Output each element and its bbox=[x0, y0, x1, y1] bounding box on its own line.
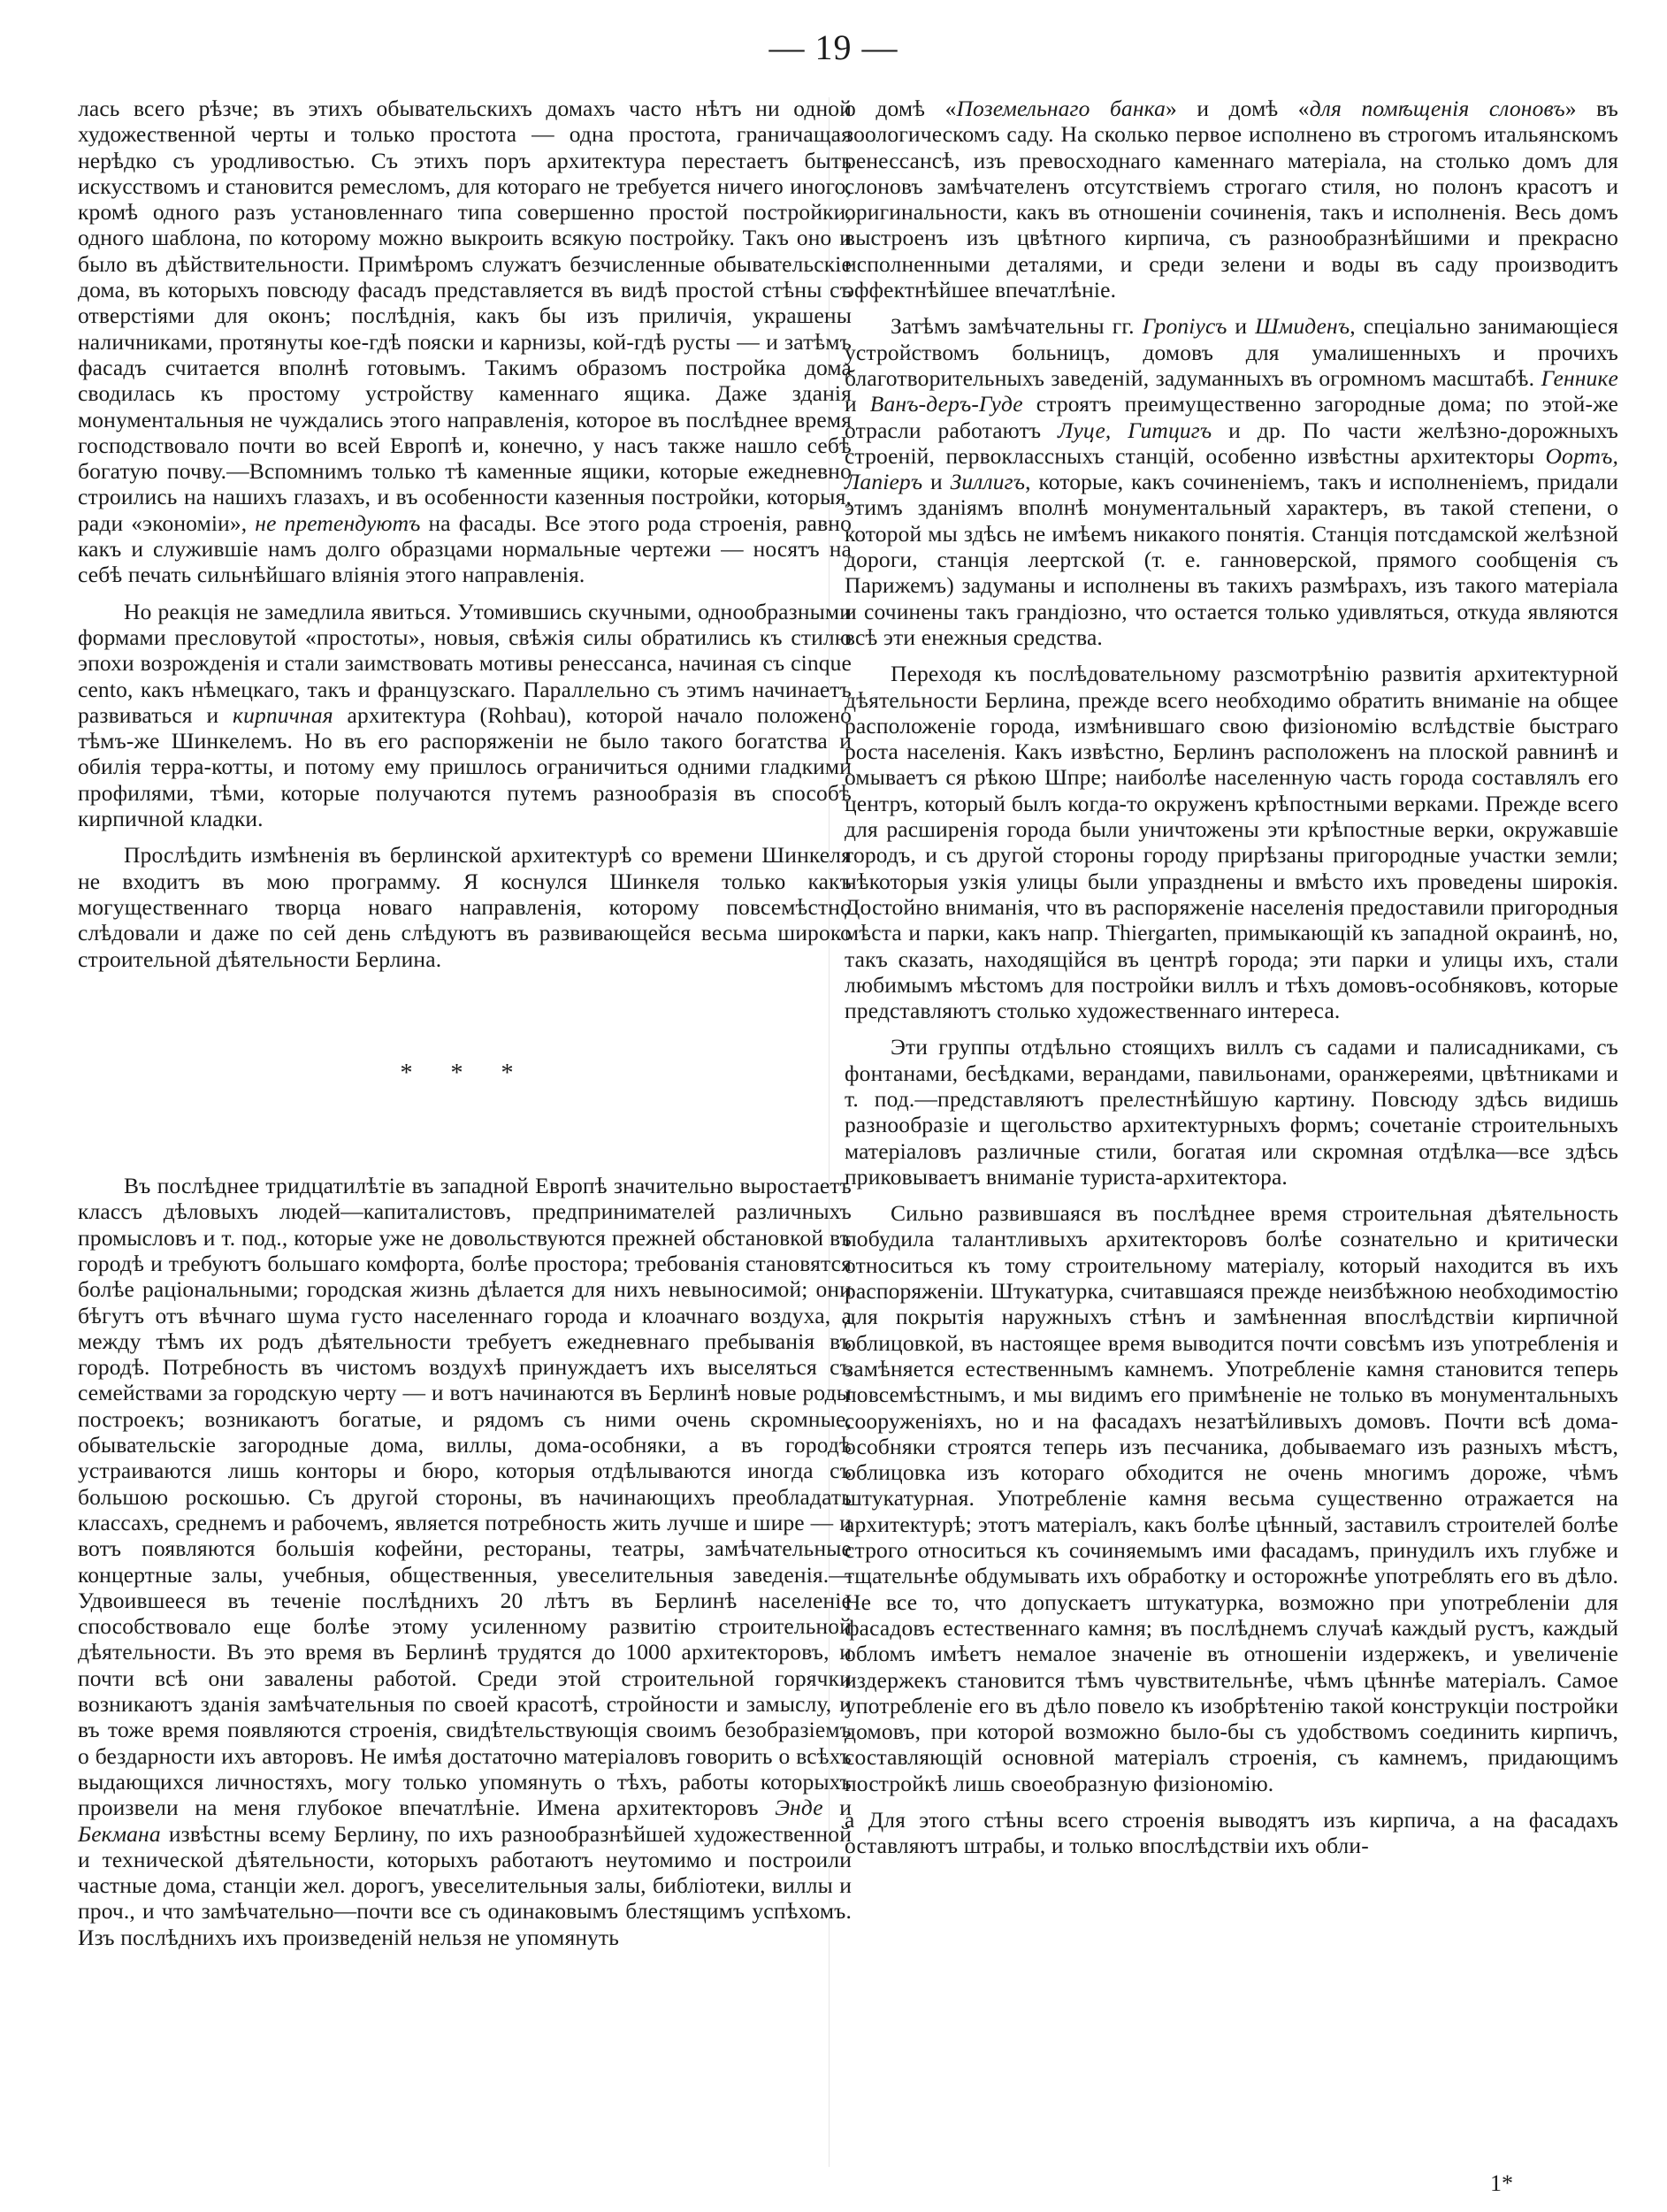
text-run: архитектура (Rohbau), которой начало положено тѣмъ-же Шинкелемъ. Но въ его распоряженіи не было такого богатства и обилія терра-котты, и потому ему пришлось ограничиться одними гладкими профилями, тѣми, которые получаются путемъ разнообразія въ способѣ кирпичной кладки. bbox=[78, 701, 852, 832]
text-run: Въ послѣднее тридцатилѣтіе въ западной Европѣ значительно выростаетъ классъ дѣловыхъ людей—капиталистовъ, предпринимателей различныхъ промысловъ и т. под., которые уже не довольствуются прежней обстановкой въ городѣ и требуютъ большаго комфорта, болѣе простора; требованія становятся болѣе раціональными; городская жизнь дѣлается для нихъ невыносимой; они бѣгутъ отъ вѣчнаго шума густо населеннаго города и клоачнаго воздуха, а между тѣмъ их родъ дѣятельности требуетъ ежедневнаго пребыванія въ городѣ. Потребность въ чистомъ воздухѣ принуждаетъ ихъ выселяться съ семействами за городскую черту — и вотъ начинаются въ Берлинѣ новые роды построекъ; возникаютъ богатые, и рядомъ съ ними очень скромные, обывательскіе загородные дома, виллы, дома-особняки, а въ городѣ устраиваются лишь конторы и бюро, которыя отдѣлываются иногда съ большою роскошью. Съ другой стороны, въ начинающихъ преобладать классахъ, среднемъ и рабочемъ, является потребность жить лучше и шире — и вотъ появляются большія кофейни, рестораны, театры, замѣчательные концертные залы, учебныя, общественныя, увеселительныя заведенія.—Удвоившееся въ теченіе послѣднихъ 20 лѣтъ въ Берлинѣ населеніе способствовало еще болѣе этому усиленному развитію строительной дѣятельности. Въ это время въ Берлинѣ трудятся до 1000 архитекторовъ, и почти всѣ они завалены работой. Среди этой строительной горячки возникаютъ зданія замѣчательныя по своей красотѣ, стройности и замыслу, и въ тоже время появляются строенія, свидѣтельствующія своимъ безобразіемъ о бездарности ихъ авторовъ. Не имѣя достаточно матеріаловъ говорить о всѣхъ выдающихся личностяхъ, могу только упомянуть о тѣхъ, работы которыхъ произвели на меня глубокое впечатлѣніе. Имена архитекторовъ bbox=[78, 1173, 852, 1821]
paragraph: Переходя къ послѣдовательному разсмотрѣнію развитія архитектурной дѣятельности Берлина, прежде всего необходимо обратить вниманіе на общее расположеніе города, измѣнившаго свою физіономію вслѣдствіе быстраго роста населенія. Какъ извѣстно, Берлинъ расположенъ на плоской равнинѣ и омываетъ ся рѣкою Шпре; наиболѣе населенную часть города составлялъ его центръ, который былъ когда-то окруженъ крѣпостными верками. Прежде всего для расширенія города были уничтожены эти крѣпостные верки, окружавшіе городъ, и съ другой стороны городу прирѣзаны пригородные участки земли; нѣкоторыя узкія улицы были упразднены и вмѣсто ихъ проведены широкія. Достойно вниманія, что въ распоряженіе населенія предоставили пригородныя мѣста и парки, какъ напр. Thiergarten, примыкающій къ западной окраинѣ, но, такъ сказать, находящійся въ центрѣ города; эти парки и улицы ихъ, стали любимымъ мѣстомъ для постройки виллъ и тѣхъ домовъ-особняковъ, которые представляютъ столько художественнаго интереса. bbox=[845, 661, 1618, 1024]
text-run: Затѣмъ замѣчательны гг. bbox=[891, 313, 1143, 340]
italic-text: для помѣщенія слоновъ bbox=[1309, 96, 1565, 121]
italic-text: Луце, Гитцигъ bbox=[1058, 417, 1212, 443]
italic-text: Бекмана bbox=[78, 1820, 161, 1847]
text-run: , спеціально занимающіеся устройствомъ больницъ, домовъ для умалишенныхъ и прочихъ благотворительныхъ заведеній, задуманныхъ въ огромномъ масштабѣ. bbox=[845, 313, 1618, 391]
text-run: и bbox=[922, 469, 951, 495]
paragraph: Эти группы отдѣльно стоящихъ виллъ съ садами и палисадниками, съ фонтанами, бесѣдками, верандами, павильонами, оранжереями, цвѣтниками и т. под.—представляютъ прелестнѣйшую картину. Повсюду здѣсь видишь разнообразіе и щегольство архитектурныхъ формъ; сочетаніе строительныхъ матеріаловъ различные стили, богатая или скромная отдѣлка—все здѣсь приковываетъ вниманіе туриста-архитектора. bbox=[845, 1034, 1618, 1190]
text-run: » въ зоологическомъ саду. На сколько первое исполнено въ строгомъ итальянскомъ ренессансѣ, изъ превосходнаго каменнаго матеріала, на столько домъ для слоновъ замѣчателенъ отсутствіемъ строгаго стиля, но полонъ красотъ и оригинальности, какъ въ отношеніи сочиненія, такъ и исполненія. Весь домъ выстроенъ изъ цвѣтного кирпича, съ разнообразнѣйшими и прекрасно исполненными деталями, и среди зелени и воды въ саду производитъ эффектнѣйшее впечатлѣніе. bbox=[845, 96, 1618, 303]
paragraph bbox=[845, 96, 1618, 302]
left-column bbox=[78, 96, 852, 1950]
right-column bbox=[845, 96, 1618, 1859]
text-run: и bbox=[1227, 313, 1256, 340]
text-run: Но реакція не замедлила явиться. Утомившись скучными, однообразными формами пресловутой «простоты», новыя, свѣжія силы обратились къ стилю эпохи возрожденія и стали заимствовать мотивы ренессанса, начиная съ cinque cento, какъ нѣмецкаго, такъ и французскаго. Параллельно съ этимъ начинаетъ развиваться и bbox=[78, 598, 852, 728]
italic-text: Поземельнаго банка bbox=[956, 96, 1166, 121]
paragraph: Сильно развившаяся въ послѣднее время строительная дѣятельность побудила талантливыхъ архитекторовъ болѣе сознательно и критически относиться къ тому строительному матеріалу, который находится въ ихъ распоряженіи. Штукатурка, считавшаяся прежде неизбѣжною необходимостію для покрытія наружныхъ стѣнъ и замѣненная впослѣдствіи кирпичной облицовкой, въ настоящее время выводится почти совсѣмъ изъ употребленія и замѣняется естественнымъ камнемъ. Употребленіе камня становится теперь повсемѣстнымъ, и мы видимъ его примѣненіе не только въ монументальныхъ сооруженіяхъ, но и на фасадахъ незатѣйливыхъ домовъ. Почти всѣ дома-особняки строятся теперь изъ песчаника, добываемаго изъ разныхъ мѣстъ, облицовка изъ котораго обходится не очень многимъ дороже, чѣмъ штукатурная. Употребленіе камня весьма существенно отражается на архитектурѣ; этотъ матеріалъ, какъ болѣе цѣнный, заставилъ строителей болѣе строго относиться къ сочиняемымъ ими фасадамъ, принудилъ ихъ глубже и тщательнѣе обдумывать ихъ обработку и осторожнѣе употреблять его въ дѣло. Не все то, что допускаетъ штукатурка, возможно при употребленіи для фасадовъ естественнаго камня; въ послѣднемъ случаѣ каждый рустъ, каждый обломъ имѣетъ немалое значеніе въ отношеніи издержекъ, и увеличеніе издержекъ становится тѣмъ чувствительнѣе, чѣмъ цѣннѣе матеріалъ. Самое употребленіе его въ дѣло повело къ изобрѣтенію такой конструкціи постройки домовъ, при которой возможно было-бы съ удобствомъ соединить кирпичъ, составляющій основной матеріалъ строенія, съ камнемъ, придающимъ постройкѣ лишь своеобразную физіономію. bbox=[845, 1200, 1618, 1796]
italic-text: Гропіусъ bbox=[1142, 313, 1227, 340]
italic-text: Генникe bbox=[1541, 364, 1618, 391]
italic-text: Зиллигъ bbox=[950, 469, 1026, 495]
section-separator: * * * bbox=[400, 1059, 530, 1087]
paragraph: а Для этого стѣны всего строенія выводятъ изъ кирпича, а на фасадахъ оставляютъ штрабы, и только впослѣдствіи ихъ обли- bbox=[845, 1807, 1618, 1859]
text-run: о домѣ « bbox=[845, 96, 957, 121]
text-run: и bbox=[822, 1795, 852, 1821]
text-run: извѣстны всему Берлину, по ихъ разнообразнѣйшей художественной и технической дѣятельности, которыхъ работаютъ неутомимо и построили частные дома, станціи жел. дорогъ, увеселительныя залы, библіотеки, виллы и проч., и что замѣчательно—почти все съ одинаковымъ блестящимъ успѣхомъ. Изъ послѣднихъ ихъ произведеній нельзя не упомянуть bbox=[78, 1820, 852, 1950]
paragraph bbox=[845, 313, 1618, 650]
italic-text: не претендуютъ bbox=[255, 509, 421, 536]
paragraph: Прослѣдить измѣненія въ берлинской архитектурѣ со времени Шинкеля не входитъ въ мою программу. Я коснулся Шинкеля только какъ могущественнаго творца новаго направленія, которому повсемѣстно слѣдовали и даже по сей день слѣдуютъ въ развивающейся весьма широко строительной дѣятельности Берлина. bbox=[78, 842, 852, 972]
text-run: » и домѣ « bbox=[1165, 96, 1310, 121]
page-number: — 19 — bbox=[769, 27, 898, 67]
text-run: , которые, какъ сочиненіемъ, такъ и исполненіемъ, придали этимъ зданіямъ вполнѣ монументальный характеръ, въ такой степени, о которой мы здѣсь не имѣемъ никакого понятія. Станція потсдамской желѣзной дороги, станція леертской (т. е. ганноверской, прямого сообщенія съ Парижемъ) задуманы и исполнены въ такихъ размѣрахъ, изъ такого матеріала и сочинены такъ грандіозно, что остается только удивляться, откуда являются всѣ эти енежныя средства. bbox=[845, 469, 1618, 650]
sheet-signature-mark: 1* bbox=[1490, 2170, 1513, 2196]
italic-text: Шмиденъ bbox=[1255, 313, 1350, 340]
text-run: на фасады. Все этого рода строенія, равно какъ и служившіе намъ долго образцами нормальные чертежи — носятъ на себѣ печать сильнѣйшаго вліянія этого направленія. bbox=[78, 509, 852, 588]
italic-text: Ванъ-деръ-Гуде bbox=[869, 391, 1023, 417]
italic-text: Энде bbox=[775, 1795, 823, 1821]
italic-text: кирпичная bbox=[233, 701, 333, 728]
text-run: и др. По части желѣзно-дорожныхъ строеній, первоклассныхъ станцій, особенно извѣстны архитекторы bbox=[845, 417, 1618, 469]
paragraph bbox=[78, 96, 852, 588]
paragraph bbox=[78, 1173, 852, 1950]
text-run: строятъ преимущественно загородные дома; по этой-же отрасли работаютъ bbox=[845, 391, 1618, 443]
text-run: лась всего рѣзче; въ этихъ обывательскихъ домахъ часто нѣтъ ни одной художественной черты и только простота — одна простота, граничащая нерѣдко съ уродливостью. Съ этихъ поръ архитектура перестаетъ быть искусствомъ и становится ремесломъ, для котораго не требуется ничего иного, кромѣ одного разъ установленнаго типа совершенно простой постройки, одного шаблона, по которому можно выкроить всякую постройку. Такъ оно и было въ дѣйствительности. Примѣромъ служатъ безчисленные обывательскіе дома, въ которыхъ повсюду фасадъ представляется въ видѣ простой стѣны съ отверстіями для оконъ; послѣднія, какъ бы изъ приличія, украшены наличниками, протянуты кое-гдѣ пояски и карнизы, кой-гдѣ русты — и затѣмъ фасадъ считается вполнѣ готовымъ. Такимъ образомъ постройка дома сводилась къ простому устройству каменнаго ящика. Даже зданія монументальныя не чуждались этого направленія, которое въ послѣднее время господствовало почти во всей Европѣ и, конечно, у насъ также нашло себѣ богатую почву.—Вспомнимъ только тѣ каменные ящики, которые ежедневно строились на нашихъ глазахъ, и въ особенности казенныя постройки, которыя, ради «экономіи», bbox=[78, 96, 852, 536]
paragraph bbox=[78, 599, 852, 832]
italic-text: Оортъ, Лапіеръ bbox=[845, 442, 1618, 495]
text-run: и bbox=[845, 391, 870, 417]
